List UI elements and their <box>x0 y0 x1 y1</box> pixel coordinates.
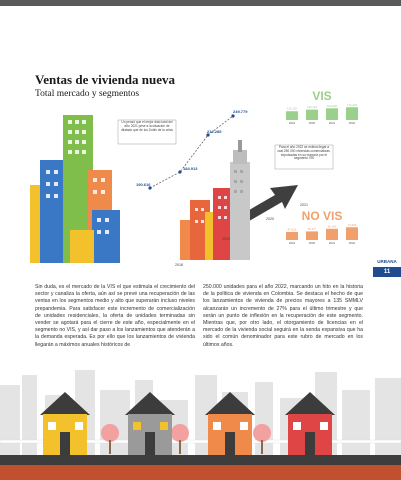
bar-value-label: 174.203 <box>346 102 358 107</box>
bar <box>326 229 338 240</box>
bar-value-label: 74.606 <box>347 222 357 227</box>
bar-category-label: 2021 <box>328 121 336 125</box>
page-number: 11 <box>383 269 391 275</box>
houses-illustration <box>0 370 401 480</box>
trend-label-3: 212.285 <box>207 129 222 134</box>
mini-chart-title: NO VIS <box>301 209 343 223</box>
bar-category-label: 2021 <box>328 241 336 245</box>
axis-year-3: 2020 <box>266 217 274 221</box>
section-label: URBANA <box>377 259 397 264</box>
bar-value-label: 47.615 <box>287 227 297 232</box>
axis-year-2: 2019 <box>222 237 230 241</box>
bar-category-label: 2020 <box>308 241 316 245</box>
center-building-illustration <box>180 140 250 260</box>
axis-year-1: 2018 <box>175 263 183 267</box>
bar-category-label: 2019 <box>288 121 296 125</box>
bar-category-label: 2020 <box>308 121 316 125</box>
bar-category-label: 2022 <box>348 121 356 125</box>
bar <box>306 231 318 240</box>
bar <box>326 108 338 120</box>
trend-point <box>178 170 181 173</box>
mini-chart-title: VIS <box>312 89 332 103</box>
trend-label-2: 184.913 <box>183 166 198 171</box>
bar-category-label: 2022 <box>348 241 356 245</box>
vis-bar-chart <box>286 89 358 125</box>
bar <box>346 227 358 240</box>
bar-category-label: 2019 <box>288 241 296 245</box>
bar-value-label: 120.102 <box>286 106 298 111</box>
top-bar <box>0 0 401 6</box>
bar <box>286 111 298 120</box>
bar <box>306 110 318 120</box>
bar-value-label: 65.163 <box>327 224 337 229</box>
page-number-tab <box>373 267 401 277</box>
body-column-1: Sin duda, es el mercado de la VIS el que estimula el crecimiento del sector y canaliza la oferta, aún así se prevé una recuperación de las ventas en los segmentos medio y alto que superarán incluso niveles prepandemia. Para satisfacer este incremento de comercialización de unidades residenciales, la oferta de unidades terminadas sin vender se agotará para el cierre de este año, especialmente en el segmento no VIS, y así dar paso a los lanzamientos que atenderán a la demanda esperada. Es por ello que los lanzamientos de vivienda llegarán a máximos anuales históricos de <box>35 284 195 348</box>
axis-year-4: 2021 <box>300 203 308 207</box>
trend-label-1: 190.616 <box>136 182 151 187</box>
page-title: Ventas de vivienda nueva <box>35 72 176 87</box>
bar-value-label: 142.121 <box>306 105 318 110</box>
callout-total-note: Un pensó que el mejor dato total del año 2021 pese a la situación de dilatado que de los Doble de la crisis <box>121 120 173 132</box>
bar-value-label: 50.477 <box>307 226 317 231</box>
trend-point <box>231 114 234 117</box>
callout-vis-note: Para el año 2022 se estima llegar a casi 250.000 viviendas comercializas, impulsadas en su mayoría por el segmento VIS <box>277 145 331 161</box>
novis-bar-chart <box>286 209 358 245</box>
bar-value-label: 160.000 <box>326 103 338 108</box>
trend-label-4: 249.779 <box>233 109 248 114</box>
page-subtitle: Total mercado y segmentos <box>35 89 140 99</box>
body-column-2: 250.000 unidades para el año 2022, marcando un hito en la historia de la política de vivienda en Colombia. Se destaca el hecho de que los lanzamientos de vivienda de precios mayores a 135 SMMLV alcanzarán un incremento de 27% para el último trimestre y que serán un punto de inflexión en la recuperación de este segmento. Mientras que, por otro lado, el otorgamiento de licencias en el mercado de la vivienda social seguirá en la senda expansiva que ha sido el común denominador para este rubro de mercado en los últimos años. <box>203 284 363 348</box>
bar <box>286 232 298 240</box>
bar <box>346 107 358 120</box>
building-cluster-illustration <box>30 115 120 263</box>
